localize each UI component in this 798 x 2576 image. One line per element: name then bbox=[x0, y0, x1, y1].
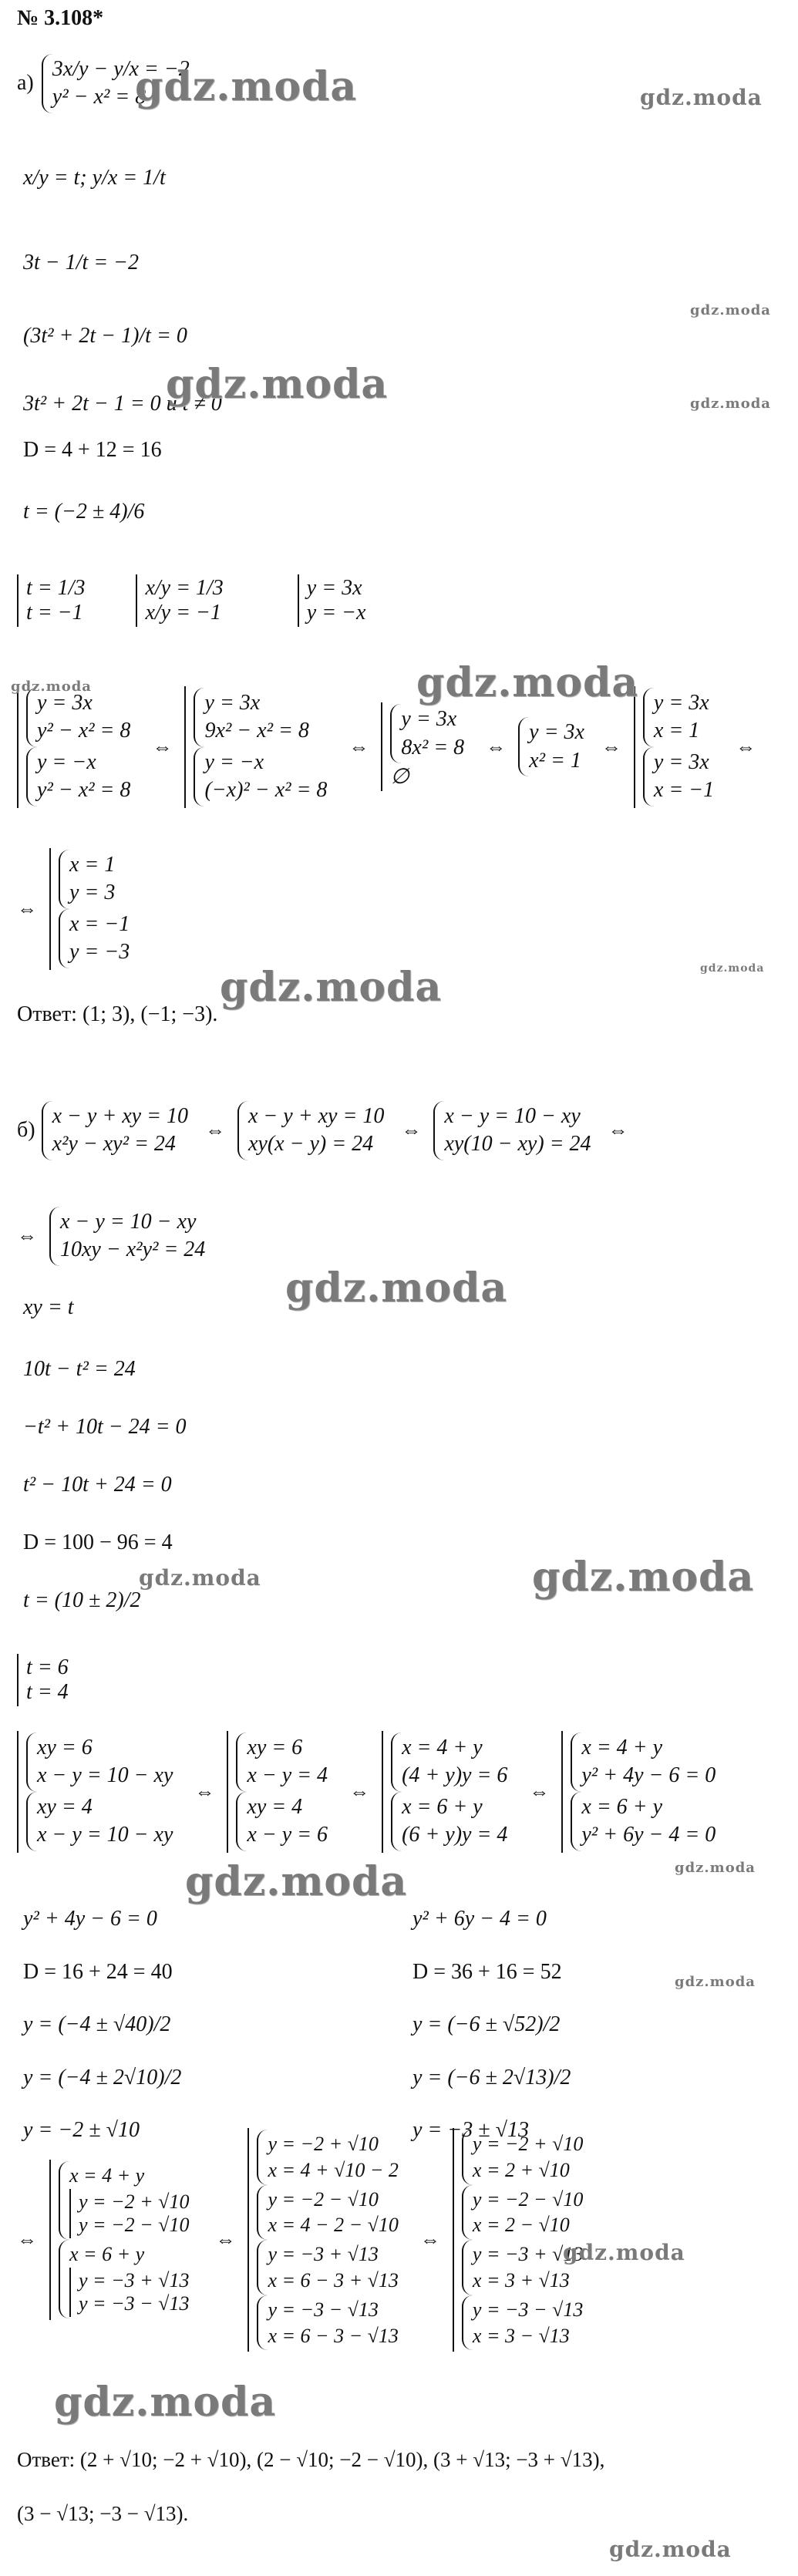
calc-line: y = (−6 ± √52)/2 bbox=[412, 2012, 561, 2037]
sys-line: (4 + y)y = 6 bbox=[402, 1763, 508, 1788]
watermark: gdz.moda bbox=[700, 962, 765, 975]
sys-line: xy(10 − xy) = 24 bbox=[444, 1132, 591, 1157]
sys-line: 8x² = 8 bbox=[401, 735, 465, 759]
equivalence-arrow: ⇔ bbox=[17, 2228, 37, 2251]
watermark: gdz.moda bbox=[532, 1554, 755, 1601]
sys-line: y = −3 + √13 bbox=[472, 2243, 584, 2266]
sys-line: 10xy − x²y² = 24 bbox=[60, 1237, 206, 1262]
problem-title: № 3.108* bbox=[17, 6, 104, 30]
y-expr: y = −x bbox=[306, 601, 366, 625]
sys-line: x = 4 + y bbox=[69, 2164, 145, 2187]
y-expr: y = 3x bbox=[306, 576, 362, 600]
sys-line: y = −2 + √10 bbox=[79, 2190, 190, 2214]
sys-line: (6 + y)y = 4 bbox=[402, 1823, 508, 1847]
sys-line: x = −1 bbox=[69, 911, 130, 936]
watermark: gdz.moda bbox=[220, 964, 443, 1011]
calc-line: y = −2 ± √10 bbox=[23, 2118, 140, 2143]
sys-line: y = 3x bbox=[653, 749, 709, 774]
sys-line: x² = 1 bbox=[529, 748, 581, 773]
sys-line: y² + 4y − 6 = 0 bbox=[581, 1763, 716, 1788]
watermark: gdz.moda bbox=[139, 1565, 261, 1591]
sys-line: x = 6 + y bbox=[402, 1794, 483, 1819]
sys-line: y² − x² = 8 bbox=[37, 719, 131, 743]
sys-line: y = −2 + √10 bbox=[268, 2133, 379, 2155]
sys-line: y = −2 − √10 bbox=[268, 2187, 379, 2211]
sys-line: y = −x bbox=[204, 749, 264, 774]
watermark: gdz.moda bbox=[11, 679, 92, 695]
t-solutions bbox=[17, 1654, 73, 1706]
sys-line: x = 4 + y bbox=[402, 1736, 483, 1759]
watermark: gdz.moda bbox=[640, 85, 763, 110]
sys-line: y = −3 bbox=[69, 940, 130, 965]
sys-line: x − y = 4 bbox=[247, 1763, 328, 1788]
watermark: gdz.moda bbox=[690, 396, 771, 412]
sys-line: x = −1 bbox=[653, 778, 715, 803]
t-value: t = 6 bbox=[26, 1655, 69, 1679]
equation-line: 3t² + 2t − 1 = 0 и t ≠ 0 bbox=[23, 392, 222, 416]
watermark: gdz.moda bbox=[185, 1858, 408, 1905]
calc-line: y² + 4y − 6 = 0 bbox=[23, 1907, 157, 1931]
watermark: gdz.moda bbox=[416, 659, 639, 706]
equivalence-arrow: ⇔ bbox=[401, 1119, 422, 1142]
sys-line: xy = 6 bbox=[37, 1736, 93, 1759]
sys-line: 9x² − x² = 8 bbox=[204, 719, 309, 743]
sys-line: y² − x² = 8 bbox=[37, 778, 131, 803]
watermark: gdz.moda bbox=[285, 1264, 508, 1312]
equivalence-arrow: ⇔ bbox=[204, 1119, 225, 1142]
t-formula: t = (10 ± 2)/2 bbox=[23, 1588, 141, 1612]
part-a-chain-1 bbox=[17, 686, 768, 808]
equation-line: −t² + 10t − 24 = 0 bbox=[23, 1415, 187, 1439]
sys-line: y = −3 + √13 bbox=[79, 2268, 190, 2291]
watermark: gdz.moda bbox=[690, 302, 771, 318]
part-b-chain-1 bbox=[17, 1101, 641, 1160]
right-quadratic-column bbox=[412, 1893, 571, 2157]
part-a-chain-2 bbox=[17, 848, 139, 970]
t-value: t = 4 bbox=[26, 1680, 69, 1704]
sys-line: y = −3 + √13 bbox=[268, 2243, 379, 2266]
part-b-chain-3 bbox=[17, 1731, 725, 1853]
sys-line: y = 3x bbox=[401, 707, 457, 732]
sys-line: y = 3x bbox=[529, 720, 584, 745]
sys-line: x − y = 6 bbox=[247, 1823, 328, 1847]
calc-line: y² + 6y − 4 = 0 bbox=[412, 1907, 547, 1931]
equivalence-arrow: ⇔ bbox=[17, 1224, 37, 1248]
ratio-value: x/y = 1/3 bbox=[145, 576, 224, 600]
watermark: gdz.moda bbox=[54, 2379, 277, 2426]
sys-line: x − y = 10 − xy bbox=[37, 1763, 173, 1788]
sys-line: x − y + xy = 10 bbox=[247, 1104, 385, 1128]
equivalence-arrow: ⇔ bbox=[348, 735, 369, 758]
sys-line: x²y − xy² = 24 bbox=[52, 1132, 176, 1157]
equivalence-arrow: ⇔ bbox=[17, 897, 37, 920]
calc-line: y = (−4 ± 2√10)/2 bbox=[23, 2065, 182, 2089]
calc-line: y = −3 ± √13 bbox=[412, 2118, 529, 2143]
equivalence-arrow: ⇔ bbox=[736, 735, 756, 758]
sys-line: xy(x − y) = 24 bbox=[247, 1132, 374, 1157]
sys-line: x = 6 − 3 + √13 bbox=[268, 2268, 399, 2291]
sys-line: x = 2 + √10 bbox=[472, 2158, 570, 2181]
t-formula: t = (−2 ± 4)/6 bbox=[23, 500, 145, 524]
equivalence-arrow: ⇔ bbox=[194, 1780, 215, 1803]
sys-line: x − y = 10 − xy bbox=[37, 1823, 173, 1847]
substitution-t: xy = t bbox=[23, 1295, 74, 1319]
sys-line: x = 3 + √13 bbox=[472, 2268, 570, 2291]
sys-line: y = 3x bbox=[653, 691, 709, 715]
equation-line: t² − 10t + 24 = 0 bbox=[23, 1473, 172, 1497]
sys-line: x = 4 + y bbox=[581, 1736, 663, 1759]
sys-line: x = 1 bbox=[69, 853, 116, 877]
sys-line: y = 3x bbox=[37, 691, 93, 715]
sys-line: xy = 4 bbox=[37, 1794, 93, 1819]
ratio-value: x/y = −1 bbox=[145, 601, 221, 625]
watermark: gdz.moda bbox=[609, 2537, 732, 2562]
substitution-t: x/y = t; y/x = 1/t bbox=[23, 166, 166, 190]
sys-line: y = 3x bbox=[204, 691, 261, 715]
t-value: t = −1 bbox=[26, 601, 83, 625]
watermark: gdz.moda bbox=[166, 361, 389, 408]
sys-line: x = 4 − 2 − √10 bbox=[268, 2214, 399, 2237]
equation-line: 10t − t² = 24 bbox=[23, 1357, 136, 1381]
sys-line: y = −x bbox=[37, 749, 96, 774]
sys-line: y = −2 + √10 bbox=[472, 2133, 584, 2155]
equivalence-arrow: ⇔ bbox=[215, 2228, 236, 2251]
calc-line: D = 16 + 24 = 40 bbox=[23, 1959, 173, 1984]
part-a-label: а) bbox=[17, 71, 34, 96]
part-a-eq: y² − x² = 8 bbox=[52, 85, 146, 109]
sys-line: xy = 6 bbox=[247, 1736, 303, 1759]
part-b-chain-2 bbox=[17, 1207, 210, 1266]
part-b-answer-line-2: (3 − √13; −3 − √13). bbox=[17, 2502, 189, 2525]
sys-line: x = 3 − √13 bbox=[472, 2324, 570, 2347]
part-b-answer-line-1: Ответ: (2 + √10; −2 + √10), (2 − √10; −2 − √10), (3 + √13; −3 + √13), bbox=[17, 2448, 605, 2471]
sys-line: y = −3 − √13 bbox=[268, 2298, 379, 2321]
sys-line: (−x)² − x² = 8 bbox=[204, 778, 328, 803]
calc-line: D = 36 + 16 = 52 bbox=[412, 1959, 562, 1984]
sys-line: x = 1 bbox=[653, 719, 700, 743]
sys-line: y = 3 bbox=[69, 881, 116, 905]
watermark: gdz.moda bbox=[675, 1860, 756, 1876]
part-a-eq: 3x/y − y/x = −2 bbox=[52, 57, 190, 81]
t-value: t = 1/3 bbox=[26, 576, 86, 600]
sys-line: y = −2 − √10 bbox=[472, 2187, 584, 2211]
sys-line: x = 6 + y bbox=[581, 1794, 663, 1819]
sys-line: y = −3 − √13 bbox=[79, 2291, 190, 2315]
sys-line: x = 6 − 3 − √13 bbox=[268, 2324, 399, 2347]
sys-line: y = −3 − √13 bbox=[472, 2298, 584, 2321]
equivalence-arrow: ⇔ bbox=[486, 735, 507, 758]
sys-line: x − y = 10 − xy bbox=[60, 1210, 197, 1234]
sys-line: x − y = 10 − xy bbox=[444, 1104, 581, 1128]
sys-line: y = −2 − √10 bbox=[79, 2214, 190, 2237]
sys-line: x = 2 − √10 bbox=[472, 2214, 570, 2237]
calc-line: y = (−4 ± √40)/2 bbox=[23, 2012, 171, 2037]
watermark: gdz.moda bbox=[135, 63, 358, 110]
equivalence-arrow: ⇔ bbox=[601, 735, 621, 758]
sys-line: x = 4 + √10 − 2 bbox=[268, 2158, 399, 2181]
left-quadratic-column bbox=[23, 1893, 181, 2157]
t-solutions-row bbox=[17, 574, 370, 627]
equivalence-arrow: ⇔ bbox=[608, 1119, 628, 1142]
sys-line: x = 6 + y bbox=[69, 2243, 145, 2266]
sys-line: x − y + xy = 10 bbox=[52, 1104, 188, 1128]
calc-line: y = (−6 ± 2√13)/2 bbox=[412, 2065, 571, 2089]
part-a-answer: Ответ: (1; 3), (−1; −3). bbox=[17, 1002, 218, 1026]
equation-line: 3t − 1/t = −2 bbox=[23, 251, 140, 274]
equivalence-arrow: ⇔ bbox=[152, 735, 173, 758]
discriminant: D = 100 − 96 = 4 bbox=[23, 1530, 173, 1554]
discriminant: D = 4 + 12 = 16 bbox=[23, 438, 162, 462]
watermark: gdz.moda bbox=[563, 2240, 685, 2265]
empty-set: ∅ bbox=[390, 765, 409, 790]
equivalence-arrow: ⇔ bbox=[529, 1780, 550, 1803]
part-b-label: б) bbox=[17, 1118, 35, 1143]
equivalence-arrow: ⇔ bbox=[419, 2228, 440, 2251]
equivalence-arrow: ⇔ bbox=[349, 1780, 370, 1803]
sys-line: xy = 4 bbox=[247, 1794, 303, 1819]
part-b-final-chain bbox=[17, 2128, 592, 2352]
equation-line: (3t² + 2t − 1)/t = 0 bbox=[23, 324, 187, 348]
watermark: gdz.moda bbox=[675, 1974, 756, 1990]
sys-line: y² + 6y − 4 = 0 bbox=[581, 1823, 716, 1847]
